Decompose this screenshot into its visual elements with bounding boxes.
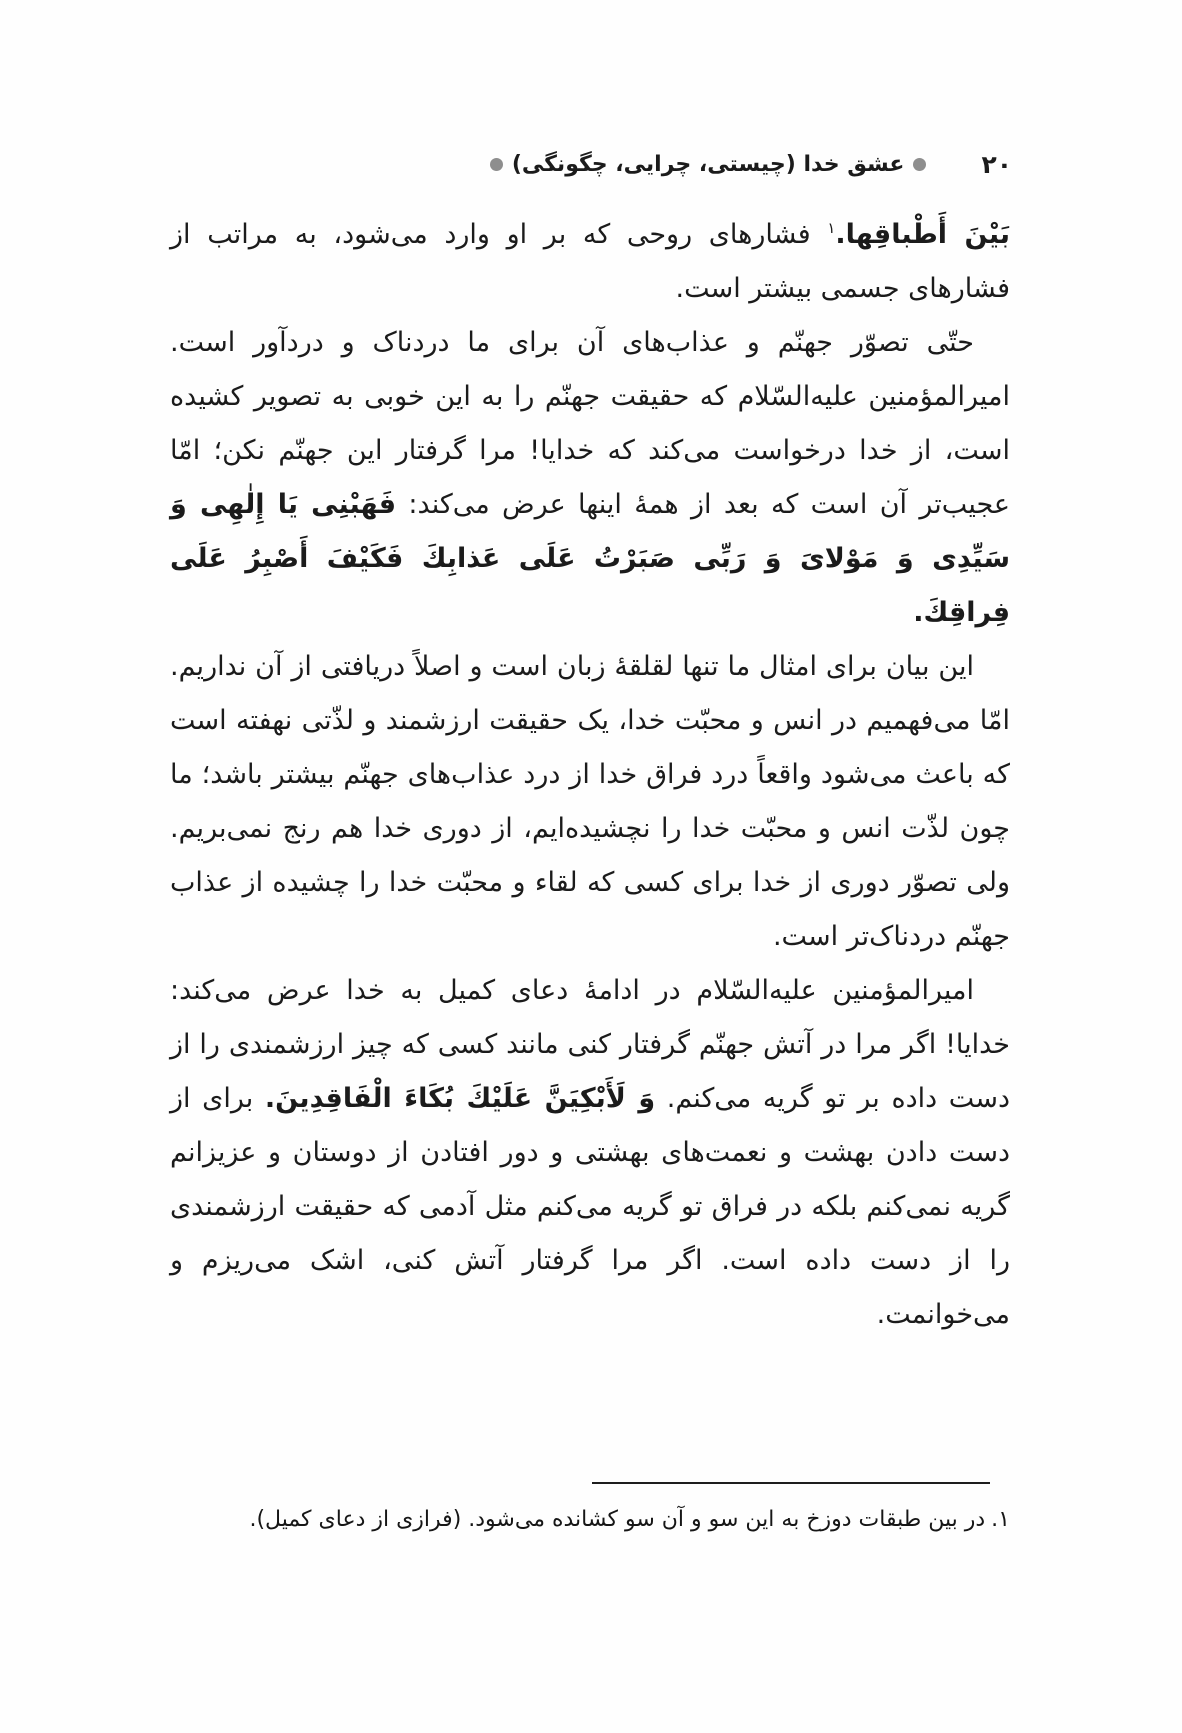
text-segment: فَهَبْنِی یَا إِلٰهِی وَ سَیِّدِی وَ مَوْلایَ وَ رَبِّی صَبَرْتُ عَلَی عَذابِكَ فَكَیْفَ أَصْبِرُ عَلَی فِراقِكَ. [170,489,1010,628]
header-bullet-icon [490,158,503,171]
paragraph [170,640,1010,964]
page-header [170,150,1012,179]
paragraph [170,316,1010,640]
text-segment: فشارهای روحی که بر او وارد می‌شود، به مراتب از فشارهای جسمی بیشتر است. [170,219,1010,304]
text-segment: برای از دست دادن بهشت و نعمت‌های بهشتی و دور افتادن از دوستان و عزیزانم گریه نمی‌کنم بلکه در فراق تو گریه می‌کنم مثل آدمی که حقیقت ارزشمندی را از دست داده است. اگر مرا گرفتار آتش کنی، اشک می‌ریزم و می‌خوانمت. [170,1083,1010,1330]
text-segment: این بیان برای امثال ما تنها لقلقهٔ زبان است و اصلاً دریافتی از آن نداریم. امّا می‌فهمیم در انس و محبّت خدا، یک حقیقت ارزشمند و لذّتی نهفته است که باعث می‌شود واقعاً درد فراق خدا از درد عذاب‌های جهنّم بیشتر باشد؛ ما چون لذّت انس و محبّت خدا را نچشیده‌ایم، از دوری خدا هم رنج نمی‌بریم. ولی تصوّر دوری از خدا برای کسی که لقاء و محبّت خدا را چشیده از عذاب جهنّم دردناک‌تر است. [170,651,1010,952]
text-segment: امیرالمؤمنین علیه‌السّلام در ادامهٔ دعای کمیل به خدا عرض می‌کند: خدایا! اگر مرا در آتش جهنّم گرفتار کنی مانند کسی که چیز ارزشمندی را از دست داده بر تو گریه می‌کنم. [170,975,1010,1114]
book-title: عشق خدا (چیستی، چرایی، چگونگی) [511,152,905,177]
footnote-ref-marker: ۱ [827,219,836,237]
text-segment: بَيْنَ أَطْباقِها. [835,219,1010,250]
footnote [170,1500,1010,1540]
text-segment: حتّی تصوّر جهنّم و عذاب‌های آن برای ما دردناک و دردآور است. امیرالمؤمنین علیه‌السّلام که حقیقت جهنّم را به این خوبی به تصویر کشیده است، از خدا درخواست می‌کند که خدایا! مرا گرفتار این جهنّم نکن؛ امّا عجیب‌تر آن است که بعد از همهٔ اینها عرض می‌کند: [170,327,1011,520]
page-number: ۲۰ [981,150,1012,179]
paragraph [170,964,1010,1342]
footnote-text: در بین طبقات دوزخ به این سو و آن سو کشانده می‌شود. (فرازی از دعای کمیل). [249,1507,986,1532]
text-segment: وَ لَأَبْكِيَنَّ عَلَيْكَ بُكَاءَ الْفَاقِدِينَ. [264,1083,656,1114]
body-paragraphs [170,208,1010,1342]
paragraph [170,208,1010,316]
footnote-number: ۱. [991,1507,1010,1532]
header-bullet-icon [913,158,926,171]
footnote-separator [592,1482,990,1484]
